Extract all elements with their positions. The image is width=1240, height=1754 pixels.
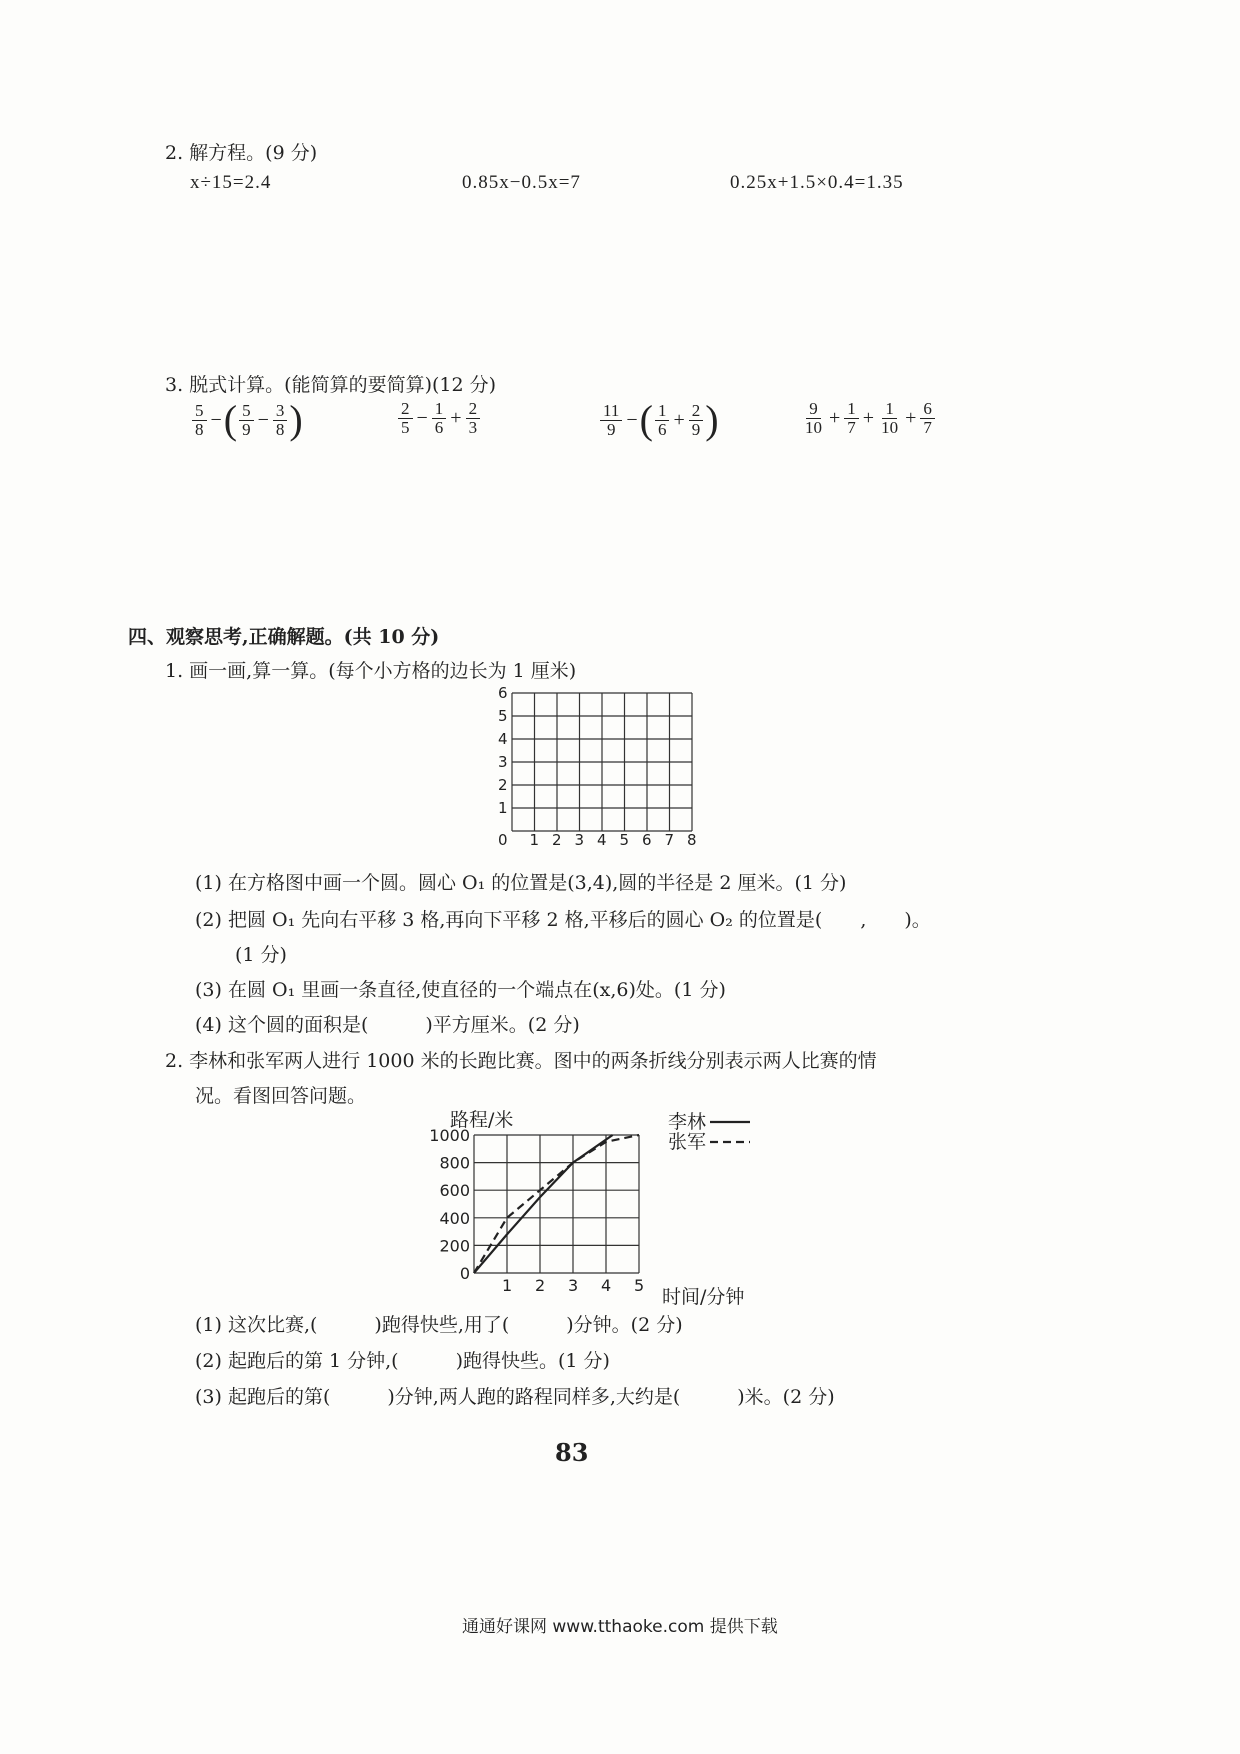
page-number: 83 <box>555 1438 589 1467</box>
grid-y-tick-label: 5 <box>498 707 508 725</box>
q1-item-2-points: (1 分) <box>235 944 287 966</box>
question-2-title-line2: 况。看图回答问题。 <box>195 1085 367 1107</box>
question-1-title: 1. 画一画,算一算。(每个小方格的边长为 1 厘米) <box>165 660 577 682</box>
chart-y-tick-label: 400 <box>439 1208 470 1228</box>
legend-label: 李林 <box>668 1111 707 1133</box>
equation-2: 0.85x−0.5x=7 <box>462 172 581 193</box>
section-2-title: 2. 解方程。(9 分) <box>165 142 318 164</box>
question-2-title-line1: 2. 李林和张军两人进行 1000 米的长跑比赛。图中的两条折线分别表示两人比赛的情 <box>165 1050 877 1072</box>
expression-3: $\frac{11}{9}$ − ( $\frac{1}{6}$ + $\frac{2}{9}$ ) <box>598 400 719 440</box>
fraction: $\frac{5}{8}$ <box>192 402 207 439</box>
equation-3: 0.25x+1.5×0.4=1.35 <box>730 172 904 193</box>
q1-item-2: (2) 把圆 O₁ 先向右平移 3 格,再向下平移 2 格,平移后的圆心 O₂ 的位置是( , )。 <box>195 909 931 931</box>
expression-4: $\frac{9}{10}$ + $\frac{1}{7}$ + $\frac{1}{10}$ + $\frac{6}{7}$ <box>800 400 937 437</box>
section-3-title: 3. 脱式计算。(能简算的要简算)(12 分) <box>165 374 497 396</box>
q1-item-3: (3) 在圆 O₁ 里画一条直径,使直径的一个端点在(x,6)处。(1 分) <box>195 979 726 1001</box>
chart-y-tick-label: 1000 <box>429 1126 470 1145</box>
chart-x-tick-label: 3 <box>568 1276 579 1295</box>
grid-x-tick-label: 5 <box>619 831 630 849</box>
chart-y-tick-label: 800 <box>439 1153 470 1173</box>
series-line-lilin <box>474 1135 613 1273</box>
series-line-zhangjun <box>474 1135 639 1273</box>
grid-x-tick-label: 6 <box>642 831 652 849</box>
grid-y-tick-label: 6 <box>498 685 508 702</box>
expression-1: $\frac{5}{8}$ − ( $\frac{5}{9}$ − $\frac{3}{8}$ ) <box>190 400 303 440</box>
grid-y-tick-label: 4 <box>498 730 508 748</box>
q1-item-1: (1) 在方格图中画一个圆。圆心 O₁ 的位置是(3,4),圆的半径是 2 厘米。(1 分) <box>195 872 847 894</box>
chart-y-tick-label: 600 <box>439 1181 470 1201</box>
footer-credit: 通通好课网 www.tthaoke.com 提供下载 <box>462 1617 778 1637</box>
grid-y-tick-label: 1 <box>498 799 508 817</box>
chart-x-tick-label: 5 <box>634 1276 645 1295</box>
equation-1: x÷15=2.4 <box>190 172 272 193</box>
race-line-chart <box>410 1108 790 1308</box>
grid-x-tick-label: 4 <box>597 831 607 849</box>
section-4-title: 四、观察思考,正确解题。(共 10 分) <box>128 626 440 648</box>
legend-label: 张军 <box>668 1131 707 1153</box>
grid-x-tick-label: 2 <box>552 831 562 849</box>
q2-item-2: (2) 起跑后的第 1 分钟,( )跑得快些。(1 分) <box>195 1350 610 1372</box>
chart-y-tick-label: 0 <box>459 1264 470 1283</box>
grid-y-tick-label: 3 <box>498 753 508 771</box>
chart-x-tick-label: 2 <box>535 1276 546 1295</box>
grid-x-tick-label: 1 <box>529 831 540 849</box>
coordinate-grid <box>490 685 720 860</box>
q2-item-1: (1) 这次比赛,( )跑得快些,用了( )分钟。(2 分) <box>195 1314 683 1336</box>
grid-x-tick-label: 7 <box>664 831 675 849</box>
chart-y-axis-label: 路程/米 <box>450 1109 514 1131</box>
chart-y-tick-label: 200 <box>439 1236 470 1256</box>
grid-x-tick-label: 0 <box>498 831 508 849</box>
q2-item-3: (3) 起跑后的第( )分钟,两人跑的路程同样多,大约是( )米。(2 分) <box>195 1386 835 1408</box>
chart-x-tick-label: 1 <box>502 1276 513 1295</box>
grid-x-tick-label: 3 <box>574 831 585 849</box>
grid-y-tick-label: 2 <box>498 776 508 794</box>
expression-2: $\frac{2}{5}$ − $\frac{1}{6}$ + $\frac{2}{3}$ <box>396 400 482 437</box>
grid-x-tick-label: 8 <box>687 831 697 849</box>
chart-x-tick-label: 4 <box>601 1276 612 1295</box>
q1-item-4: (4) 这个圆的面积是( )平方厘米。(2 分) <box>195 1014 580 1036</box>
chart-x-axis-label: 时间/分钟 <box>662 1286 745 1308</box>
